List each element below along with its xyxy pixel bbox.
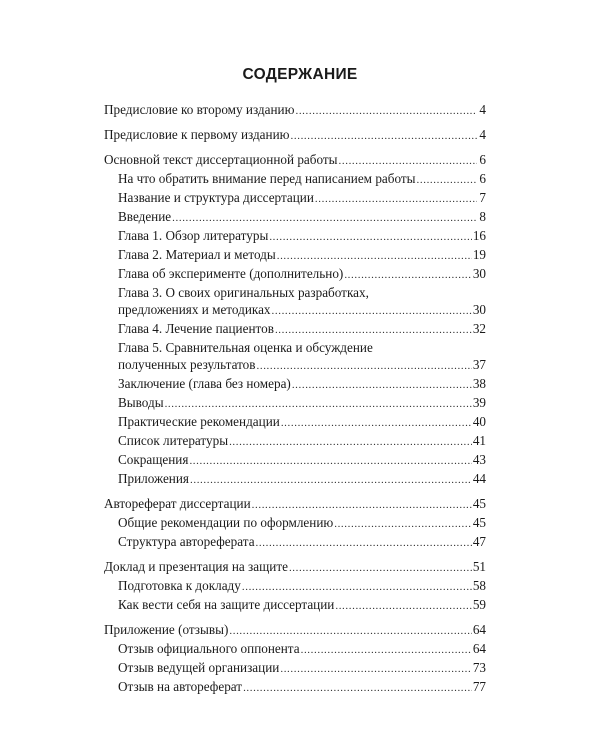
toc-subentry[interactable] [104, 659, 486, 678]
toc-entry-title: Структура автореферата [118, 534, 255, 549]
dot-leader [292, 377, 472, 394]
toc-page-number: 45 [472, 496, 486, 511]
toc-entry-title: предложениях и методиках [118, 302, 271, 317]
toc-entry-title: Список литературы [118, 433, 229, 448]
dot-leader [243, 680, 472, 697]
toc-page-number: 30 [472, 266, 486, 281]
dot-leader [295, 103, 477, 120]
toc-page-number: 77 [472, 679, 486, 694]
dot-leader [229, 434, 472, 451]
toc-entry-title: Практические рекомендации [118, 414, 280, 429]
toc-page-number: 59 [472, 597, 486, 612]
toc-subentry[interactable] [104, 246, 486, 265]
toc-entry[interactable] [104, 151, 486, 170]
toc-subentry[interactable] [104, 284, 486, 320]
toc-entry[interactable] [104, 621, 486, 640]
toc-entry-title: Предисловие к первому изданию [104, 127, 290, 142]
toc-entry[interactable] [104, 126, 486, 145]
dot-leader [256, 535, 472, 552]
toc-subentry[interactable] [104, 470, 486, 489]
dot-leader [269, 229, 472, 246]
toc-entry-title: Глава 2. Материал и методы [118, 247, 276, 262]
toc-entry-title: полученных результатов [118, 357, 256, 372]
toc-page-number: 4 [479, 102, 486, 117]
toc-page-number: 44 [472, 471, 486, 486]
toc-page-number: 43 [472, 452, 486, 467]
toc-subentry[interactable] [104, 432, 486, 451]
dot-leader [315, 191, 477, 208]
table-of-contents [104, 101, 486, 703]
toc-section [104, 621, 486, 697]
dot-leader [189, 453, 471, 470]
toc-entry-title: Подготовка к докладу [118, 578, 241, 593]
toc-section [104, 151, 486, 489]
toc-entry-title: Глава 1. Обзор литературы [118, 228, 269, 243]
dot-leader [339, 153, 477, 170]
toc-entry-title: Основной текст диссертационной работы [104, 152, 338, 167]
toc-page-number: 8 [479, 209, 486, 224]
toc-subentry[interactable] [104, 451, 486, 470]
toc-entry-title: Глава 4. Лечение пациентов [118, 321, 274, 336]
toc-subentry[interactable] [104, 678, 486, 697]
dot-leader [335, 598, 471, 615]
dot-leader [289, 560, 472, 577]
toc-page-number: 6 [479, 171, 486, 186]
toc-entry-title-line1: Глава 3. О своих оригинальных разработках, [118, 285, 369, 300]
toc-entry-title: Название и структура диссертации [118, 190, 314, 205]
page-title: СОДЕРЖАНИЕ [242, 66, 358, 83]
toc-subentry[interactable] [104, 514, 486, 533]
dot-leader [165, 396, 472, 413]
toc-subentry[interactable] [104, 394, 486, 413]
toc-page-number: 58 [472, 578, 486, 593]
dot-leader [190, 472, 472, 489]
toc-entry-title: Сокращения [118, 452, 189, 467]
toc-page-number: 6 [479, 152, 486, 167]
dot-leader [281, 415, 472, 432]
toc-subentry[interactable] [104, 227, 486, 246]
toc-page-number: 39 [472, 395, 486, 410]
dot-leader [344, 267, 471, 284]
toc-page-number: 47 [472, 534, 486, 549]
toc-entry-title: Автореферат диссертации [104, 496, 251, 511]
dot-leader [334, 516, 472, 533]
toc-page-number: 64 [472, 622, 486, 637]
toc-entry-title: Выводы [118, 395, 164, 410]
toc-entry-title: Приложение (отзывы) [104, 622, 229, 637]
toc-page-number: 45 [472, 515, 486, 530]
dot-leader [301, 642, 472, 659]
toc-entry-title-line1: Глава 5. Сравнительная оценка и обсуждение [118, 340, 373, 355]
toc-entry-title: На что обратить внимание перед написанием работы [118, 171, 416, 186]
toc-entry-title: Введение [118, 209, 172, 224]
toc-entry[interactable] [104, 558, 486, 577]
dot-leader [277, 248, 472, 265]
toc-page-number: 30 [472, 302, 486, 317]
toc-entry-title: Доклад и презентация на защите [104, 559, 288, 574]
toc-subentry[interactable] [104, 265, 486, 284]
dot-leader [272, 303, 472, 320]
toc-entry-title: Отзыв официального оппонента [118, 641, 300, 656]
toc-entry-title: Общие рекомендации по оформлению [118, 515, 334, 530]
toc-page-number: 4 [479, 127, 486, 142]
toc-subentry[interactable] [104, 413, 486, 432]
toc-subentry[interactable] [104, 189, 486, 208]
toc-entry-title: Отзыв на автореферат [118, 679, 243, 694]
toc-page-number: 64 [472, 641, 486, 656]
toc-entry-title: Глава об эксперименте (дополнительно) [118, 266, 344, 281]
dot-leader [252, 497, 472, 514]
toc-section [104, 558, 486, 615]
toc-subentry[interactable] [104, 339, 486, 375]
toc-page-number: 41 [472, 433, 486, 448]
toc-page-number: 16 [472, 228, 486, 243]
toc-page-number: 19 [472, 247, 486, 262]
toc-page-number: 37 [472, 357, 486, 372]
dot-leader [229, 623, 471, 640]
dot-leader [417, 172, 477, 189]
toc-entry-title: Заключение (глава без номера) [118, 376, 291, 391]
toc-subentry[interactable] [104, 170, 486, 189]
toc-entry[interactable] [104, 495, 486, 514]
dot-leader [242, 579, 472, 596]
toc-entry[interactable] [104, 101, 486, 120]
toc-subentry[interactable] [104, 596, 486, 615]
dot-leader [257, 358, 472, 375]
toc-page-number: 38 [472, 376, 486, 391]
dot-leader [275, 322, 472, 339]
dot-leader [291, 128, 477, 145]
toc-entry-title: Отзыв ведущей организации [118, 660, 280, 675]
toc-section [104, 126, 486, 145]
toc-section [104, 101, 486, 120]
dot-leader [280, 661, 471, 678]
toc-page-number: 7 [479, 190, 486, 205]
toc-subentry[interactable] [104, 375, 486, 394]
toc-section [104, 495, 486, 552]
toc-entry-title: Предисловие ко второму изданию [104, 102, 295, 117]
toc-subentry[interactable] [104, 533, 486, 552]
dot-leader [172, 210, 477, 227]
toc-page-number: 40 [472, 414, 486, 429]
toc-page-number: 32 [472, 321, 486, 336]
toc-subentry[interactable] [104, 208, 486, 227]
toc-subentry[interactable] [104, 320, 486, 339]
toc-entry-title: Приложения [118, 471, 189, 486]
toc-entry-title: Как вести себя на защите диссертации [118, 597, 335, 612]
toc-subentry[interactable] [104, 577, 486, 596]
toc-page-number: 73 [472, 660, 486, 675]
toc-page-number: 51 [472, 559, 486, 574]
toc-subentry[interactable] [104, 640, 486, 659]
